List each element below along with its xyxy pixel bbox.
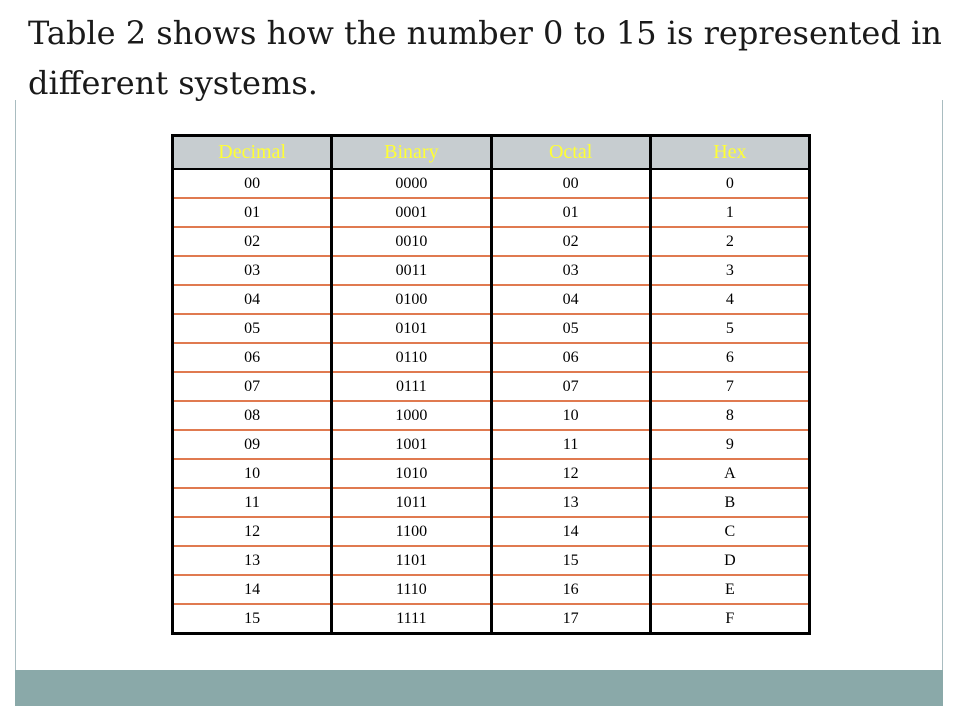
cell-hex: 8 xyxy=(650,401,809,430)
cell-octal: 05 xyxy=(491,314,650,343)
cell-octal: 12 xyxy=(491,459,650,488)
table-row xyxy=(173,517,810,546)
cell-binary: 1111 xyxy=(332,604,491,634)
cell-hex: B xyxy=(650,488,809,517)
cell-hex: 6 xyxy=(650,343,809,372)
table-row xyxy=(173,343,810,372)
cell-octal: 02 xyxy=(491,227,650,256)
cell-hex: C xyxy=(650,517,809,546)
cell-hex: F xyxy=(650,604,809,634)
cell-binary: 0000 xyxy=(332,169,491,198)
cell-octal: 14 xyxy=(491,517,650,546)
cell-binary: 0110 xyxy=(332,343,491,372)
cell-decimal: 10 xyxy=(173,459,332,488)
cell-binary: 1010 xyxy=(332,459,491,488)
cell-decimal: 04 xyxy=(173,285,332,314)
cell-binary: 0011 xyxy=(332,256,491,285)
cell-octal: 13 xyxy=(491,488,650,517)
cell-binary: 1000 xyxy=(332,401,491,430)
cell-decimal: 09 xyxy=(173,430,332,459)
cell-hex: E xyxy=(650,575,809,604)
cell-octal: 17 xyxy=(491,604,650,634)
cell-binary: 0010 xyxy=(332,227,491,256)
cell-octal: 16 xyxy=(491,575,650,604)
cell-decimal: 06 xyxy=(173,343,332,372)
table-row xyxy=(173,430,810,459)
table-row xyxy=(173,256,810,285)
cell-decimal: 02 xyxy=(173,227,332,256)
header-hex: Hex xyxy=(650,136,809,170)
table-row xyxy=(173,401,810,430)
cell-octal: 11 xyxy=(491,430,650,459)
cell-binary: 0111 xyxy=(332,372,491,401)
cell-hex: 2 xyxy=(650,227,809,256)
table-row xyxy=(173,372,810,401)
cell-hex: 9 xyxy=(650,430,809,459)
cell-decimal: 08 xyxy=(173,401,332,430)
cell-decimal: 07 xyxy=(173,372,332,401)
cell-decimal: 03 xyxy=(173,256,332,285)
table-row xyxy=(173,459,810,488)
cell-hex: D xyxy=(650,546,809,575)
footer-bar xyxy=(15,670,943,706)
cell-octal: 10 xyxy=(491,401,650,430)
cell-hex: 4 xyxy=(650,285,809,314)
cell-binary: 1100 xyxy=(332,517,491,546)
table-row xyxy=(173,198,810,227)
header-octal: Octal xyxy=(491,136,650,170)
cell-binary: 1011 xyxy=(332,488,491,517)
cell-hex: 0 xyxy=(650,169,809,198)
cell-decimal: 15 xyxy=(173,604,332,634)
cell-binary: 0100 xyxy=(332,285,491,314)
cell-hex: 3 xyxy=(650,256,809,285)
cell-binary: 1001 xyxy=(332,430,491,459)
cell-decimal: 00 xyxy=(173,169,332,198)
header-decimal: Decimal xyxy=(173,136,332,170)
slide-title: Table 2 shows how the number 0 to 15 is represented in different systems. xyxy=(28,14,942,102)
cell-decimal: 13 xyxy=(173,546,332,575)
cell-binary: 0001 xyxy=(332,198,491,227)
table-row xyxy=(173,546,810,575)
cell-octal: 15 xyxy=(491,546,650,575)
table-row xyxy=(173,169,810,198)
cell-decimal: 01 xyxy=(173,198,332,227)
cell-hex: 7 xyxy=(650,372,809,401)
cell-octal: 01 xyxy=(491,198,650,227)
table-row xyxy=(173,488,810,517)
table-row xyxy=(173,285,810,314)
cell-octal: 07 xyxy=(491,372,650,401)
table-row xyxy=(173,314,810,343)
header-binary: Binary xyxy=(332,136,491,170)
cell-hex: 5 xyxy=(650,314,809,343)
cell-decimal: 14 xyxy=(173,575,332,604)
cell-octal: 00 xyxy=(491,169,650,198)
cell-binary: 1101 xyxy=(332,546,491,575)
table-header-row xyxy=(173,136,810,170)
cell-decimal: 11 xyxy=(173,488,332,517)
cell-binary: 0101 xyxy=(332,314,491,343)
cell-octal: 03 xyxy=(491,256,650,285)
cell-octal: 06 xyxy=(491,343,650,372)
cell-hex: 1 xyxy=(650,198,809,227)
table-row xyxy=(173,575,810,604)
number-systems-table xyxy=(171,134,811,635)
table-row xyxy=(173,604,810,634)
table-row xyxy=(173,227,810,256)
cell-hex: A xyxy=(650,459,809,488)
cell-binary: 1110 xyxy=(332,575,491,604)
cell-octal: 04 xyxy=(491,285,650,314)
table-body xyxy=(173,169,810,634)
cell-decimal: 12 xyxy=(173,517,332,546)
cell-decimal: 05 xyxy=(173,314,332,343)
